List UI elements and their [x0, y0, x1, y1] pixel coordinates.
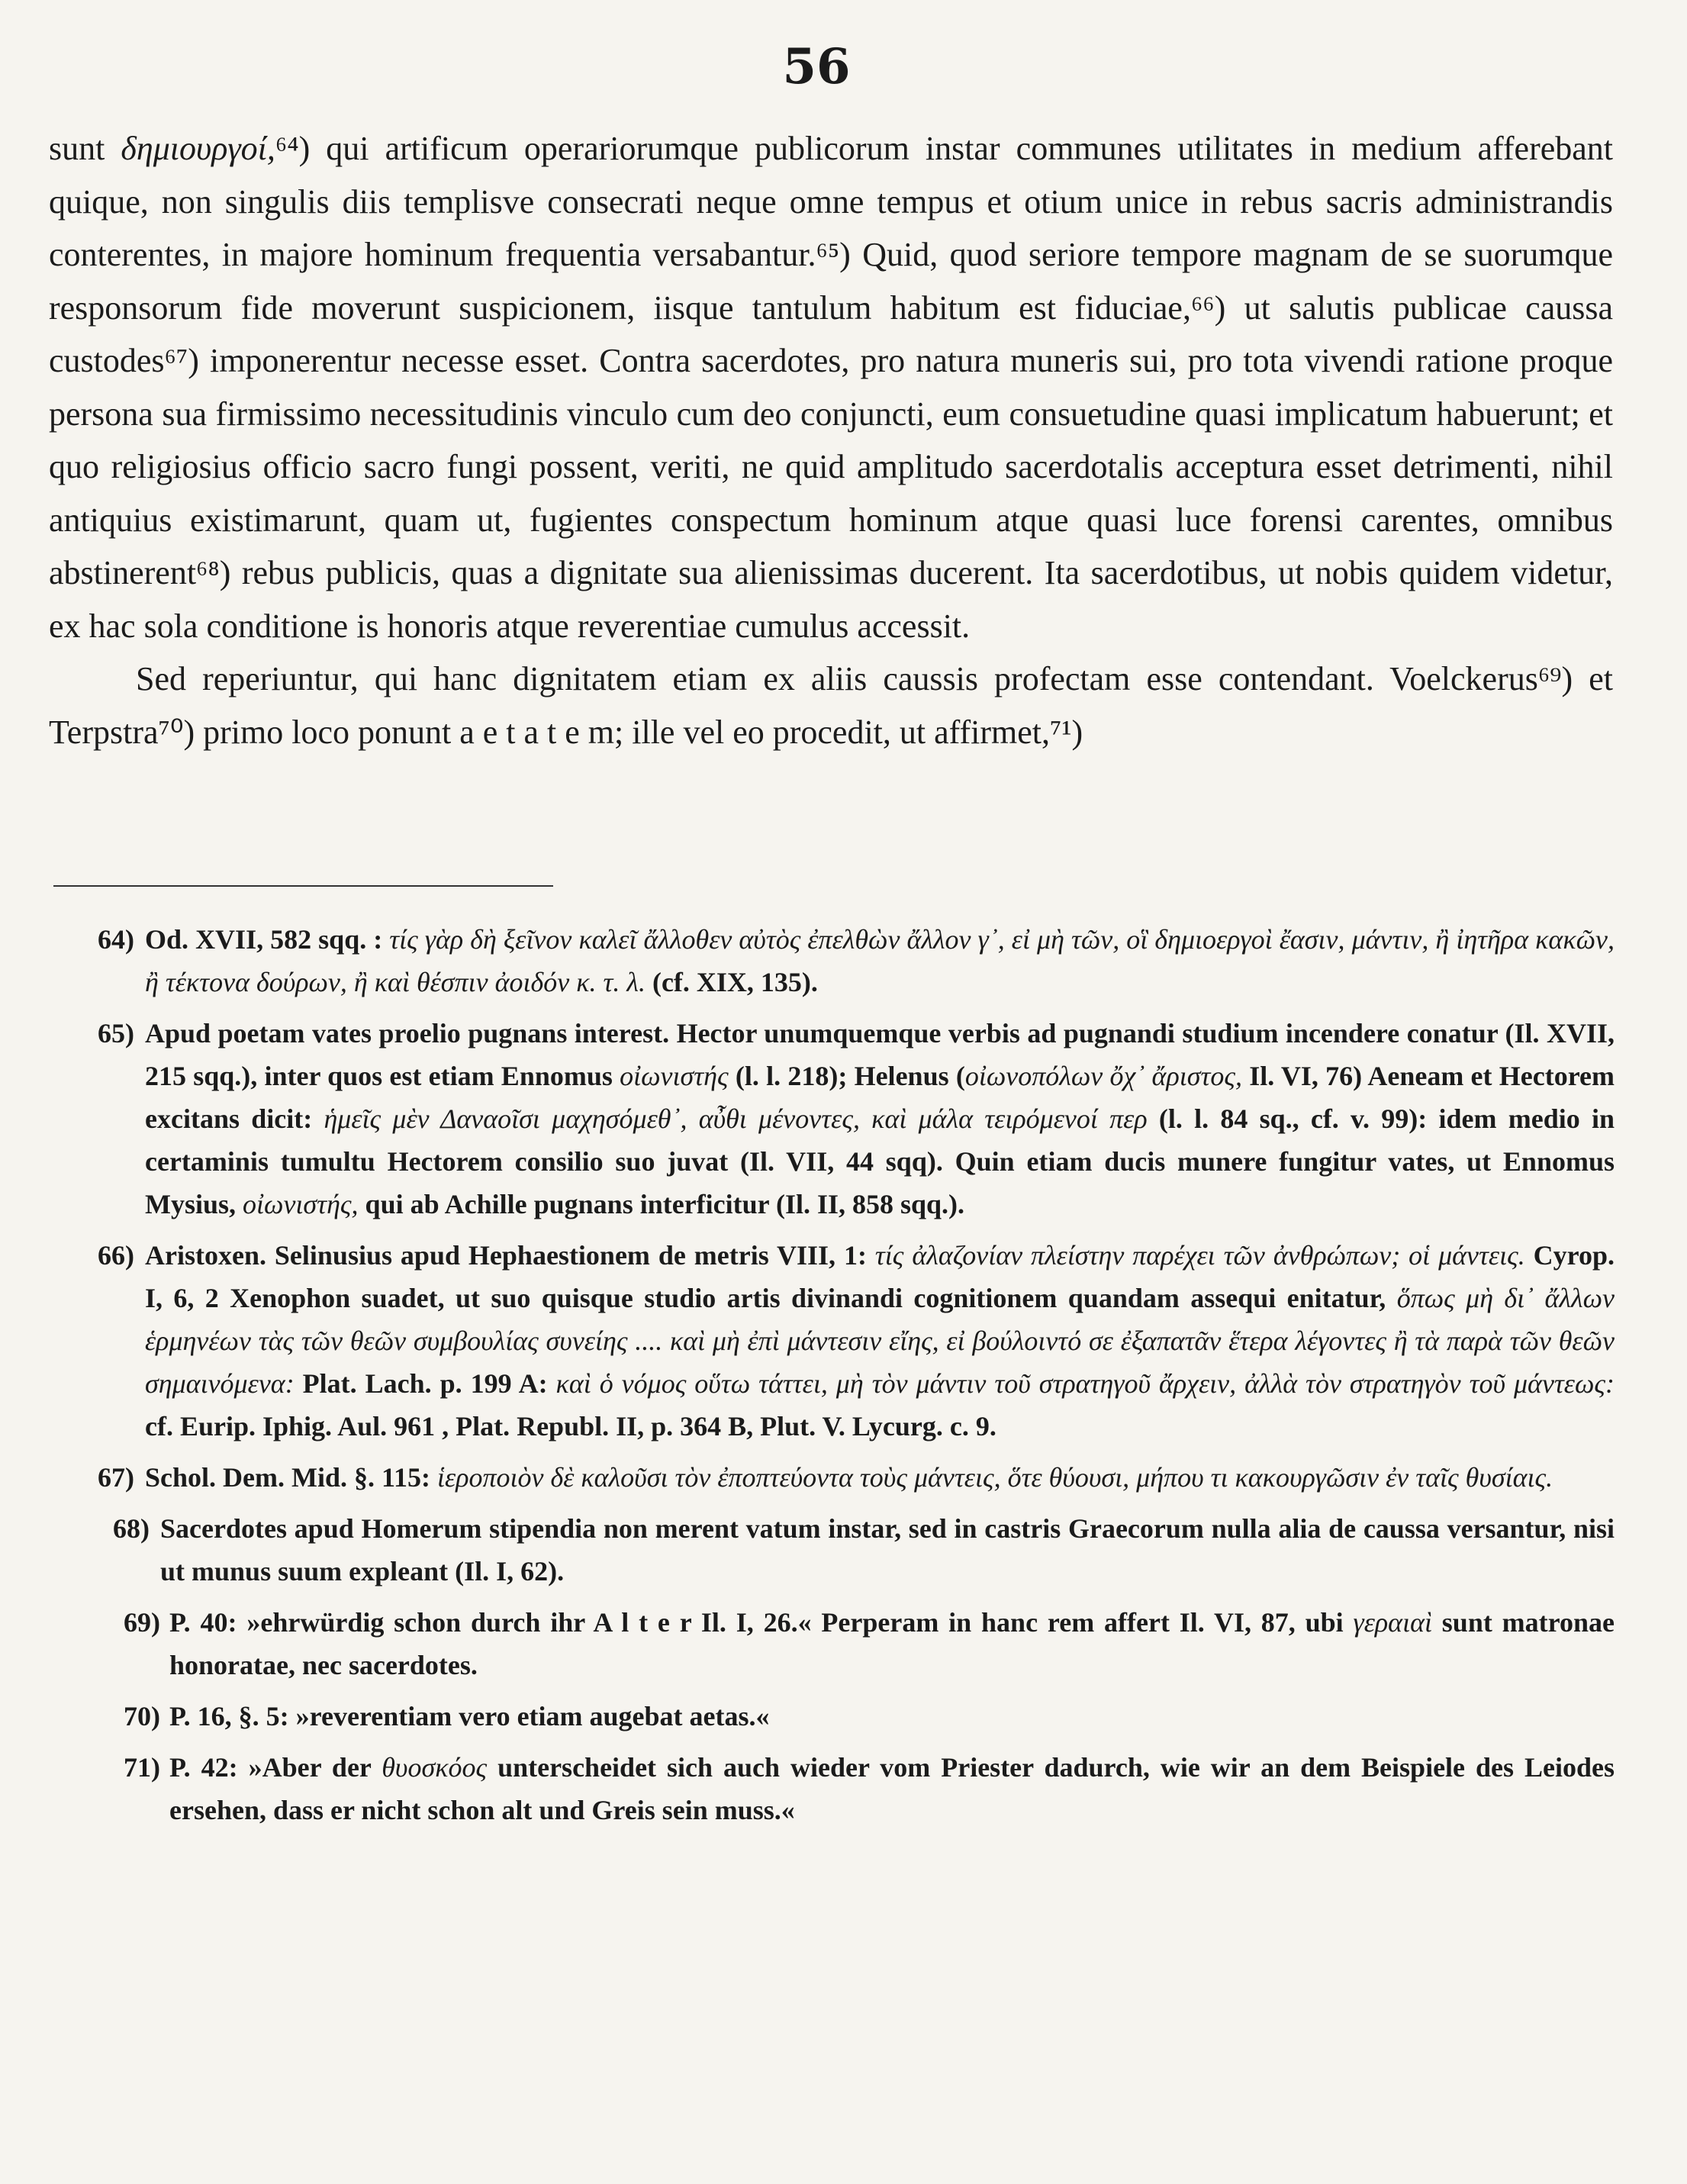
paragraph-1: [49, 122, 1613, 652]
main-text: [49, 122, 1613, 759]
greek-quote: τίς γὰρ δὴ ξεῖνον καλεῖ ἄλλοθεν αὐτὸς ἐπελθὼν ἄλλον γ᾽, εἰ μὴ τῶν, οἳ δημιοεργοὶ ἔασιν, μάντιν, ἢ ἰητῆρα κακῶν, ἢ τέκτονα δούρων, ἢ καὶ θέσπιν ἀοιδόν κ. τ. λ.: [145, 924, 1615, 997]
footnote-number: 67): [98, 1462, 134, 1493]
footnote-divider: [53, 885, 553, 887]
footnote-text: Sacerdotes apud Homerum stipendia non merent vatum instar, sed in castris Graecorum nulla alia de caussa versantur, nisi ut munus suum expleant (Il. I, 62).: [160, 1513, 1615, 1586]
greek-quote: ὅπως μὴ δι᾽ ἄλλων ἑρμηνέων τὰς τῶν θεῶν συμβουλίας συνείης .... καὶ μὴ ἐπὶ μάντεσιν εἴης, εἰ βούλοιντό σε ἐξαπατᾶν ἕτερα λέγοντες ἢ τὰ παρὰ τῶν θεῶν σημαινόμενα:: [145, 1283, 1615, 1399]
greek-quote: γεραιαὶ: [1353, 1607, 1432, 1638]
footnote-text: Aristoxen. Selinusius apud Hephaestionem de metris VIII, 1:: [145, 1240, 875, 1271]
greek-quote: καὶ ὁ νόμος οὕτω τάττει, μὴ τὸν μάντιν τοῦ στρατηγοῦ ἄρχειν, ἀλλὰ τὸν στρατηγὸν τοῦ μάντεως:: [555, 1368, 1615, 1399]
footnote-text: Apud poetam vates proelio pugnans interest. Hector unumquemque verbis ad pugnandi studium incendere conatur (Il. XVII, 215 sqq.), inter quos est etiam Ennomus: [145, 1018, 1615, 1091]
footnote-text: (cf. XIX, 135).: [645, 967, 818, 997]
greek-term: δημιουργοί,: [121, 130, 275, 167]
greek-quote: τίς ἀλαζονίαν πλείστην παρέχει τῶν ἀνθρώπων; οἱ μάντεις.: [874, 1240, 1525, 1271]
footnote: [50, 1507, 1615, 1593]
footnote-text: Schol. Dem. Mid. §. 115:: [145, 1462, 437, 1493]
footnote-text: sunt matronae honoratae, nec sacerdotes.: [169, 1607, 1615, 1680]
footnote-text: qui ab Achille pugnans interficitur (Il. II, 858 sqq.).: [358, 1189, 965, 1219]
footnote-text: P. 40: »ehrwürdig schon durch ihr A l t e r Il. I, 26.« Perperam in hanc rem affert Il. VI, 87, ubi: [169, 1607, 1354, 1638]
footnote-number: 66): [98, 1240, 134, 1271]
text-span: sunt: [49, 130, 121, 167]
footnote-number: 70): [124, 1701, 160, 1731]
greek-quote: ἱεροποιὸν δὲ καλοῦσι τὸν ἐποπτεύοντα τοὺς μάντεις, ὅτε θύουσι, μήπου τι κακουργῶσιν ἐν ταῖς θυσίαις.: [437, 1462, 1553, 1493]
footnote-text: (l. l. 218); Helenus (: [728, 1061, 965, 1091]
footnote: [50, 1601, 1615, 1686]
footnote-text: unterscheidet sich auch wieder vom Priester dadurch, wie wir an dem Beispiele des Leiodes ersehen, dass er nicht schon alt und Greis sein muss.«: [169, 1752, 1615, 1825]
footnote: [50, 918, 1615, 1003]
greek-quote: οἰωνιστής,: [243, 1189, 359, 1219]
footnote-text: Plat. Lach. p. 199 A:: [294, 1368, 556, 1399]
footnote-number: 68): [113, 1513, 150, 1544]
footnote-text: P. 42: »Aber der: [169, 1752, 382, 1783]
footnote-number: 64): [98, 924, 134, 955]
greek-quote: οἰωνιστής: [620, 1061, 729, 1091]
footnote: [50, 1456, 1615, 1499]
footnote-number: 65): [98, 1018, 134, 1049]
footnote: [50, 1234, 1615, 1448]
footnote-text: (l. l. 84 sq., cf. v. 99): idem medio in certaminis tumultu Hectorem consilio suo juvat (Il. VII, 44 sqq). Quin etiam ducis munere fungitur vates, ut Ennomus Mysius,: [145, 1103, 1615, 1219]
footnote-text: Cyrop. I, 6, 2 Xenophon suadet, ut suo quisque studio artis divinandi cognitionem quandam assequi enitatur,: [145, 1240, 1615, 1313]
footnote-text: cf. Eurip. Iphig. Aul. 961 , Plat. Republ. II, p. 364 B, Plut. V. Lycurg. c. 9.: [145, 1411, 996, 1442]
footnote-text: P. 16, §. 5: »reverentiam vero etiam augebat aetas.«: [169, 1701, 770, 1731]
footnote-text: Il. VI, 76) Aeneam et Hectorem excitans dicit:: [145, 1061, 1615, 1134]
footnote: [50, 1695, 1615, 1738]
footnote-text: Od. XVII, 582 sqq. :: [145, 924, 390, 955]
footnotes: [50, 918, 1615, 1840]
text-span: ⁶⁴) qui artificum operariorumque publicorum instar communes utilitates in medium afferebant quique, non singulis diis templisve consecrati neque omne tempus et otium unice in rebus sacris administrandis conterentes, in majore hominum frequentia versabantur.⁶⁵) Quid, quod seriore tempore magnam de se suorumque responsorum fide moverunt suspicionem, iisque tantulum habitum est fiduciae,⁶⁶) ut salutis publicae caussa custodes⁶⁷) imponerentur necesse esset. Contra sacerdotes, pro natura muneris sui, pro tota vivendi ratione proque persona sua firmissimo necessitudinis vinculo cum deo conjuncti, eum consuetudine quasi implicatum habuerunt; et quo religiosius officio sacro fungi possent, veriti, ne quid amplitudo sacerdotalis acceptura esset detrimenti, nihil antiquius existimarunt, quam ut, fugientes conspectum hominum atque quasi luce forensi carentes, omnibus abstinerent⁶⁸) rebus publicis, quas a dignitate sua alienissimas ducerent. Ita sacerdotibus, ut nobis quidem videtur, ex hac sola conditione is honoris atque reverentiae cumulus accessit.: [49, 130, 1614, 645]
page-number: 56: [782, 38, 851, 95]
greek-quote: θυοσκόος: [382, 1752, 488, 1783]
paragraph-2: Sed reperiuntur, qui hanc dignitatem etiam ex aliis caussis profectam esse contendant. Voelckerus⁶⁹) et Terpstra⁷⁰) primo loco ponunt a e t a t e m; ille vel eo procedit, ut affirmet,⁷¹): [49, 660, 1613, 751]
footnote: [50, 1746, 1615, 1831]
greek-quote: οἰωνοπόλων ὄχ᾽ ἄριστος,: [964, 1061, 1242, 1091]
footnote-number: 69): [124, 1607, 160, 1638]
footnote-number: 71): [124, 1752, 160, 1783]
footnote: [50, 1012, 1615, 1226]
greek-quote: ἡμεῖς μὲν Δαναοῖσι μαχησόμεθ᾽, αὖθι μένοντες, καὶ μάλα τειρόμενοί περ: [324, 1103, 1148, 1134]
